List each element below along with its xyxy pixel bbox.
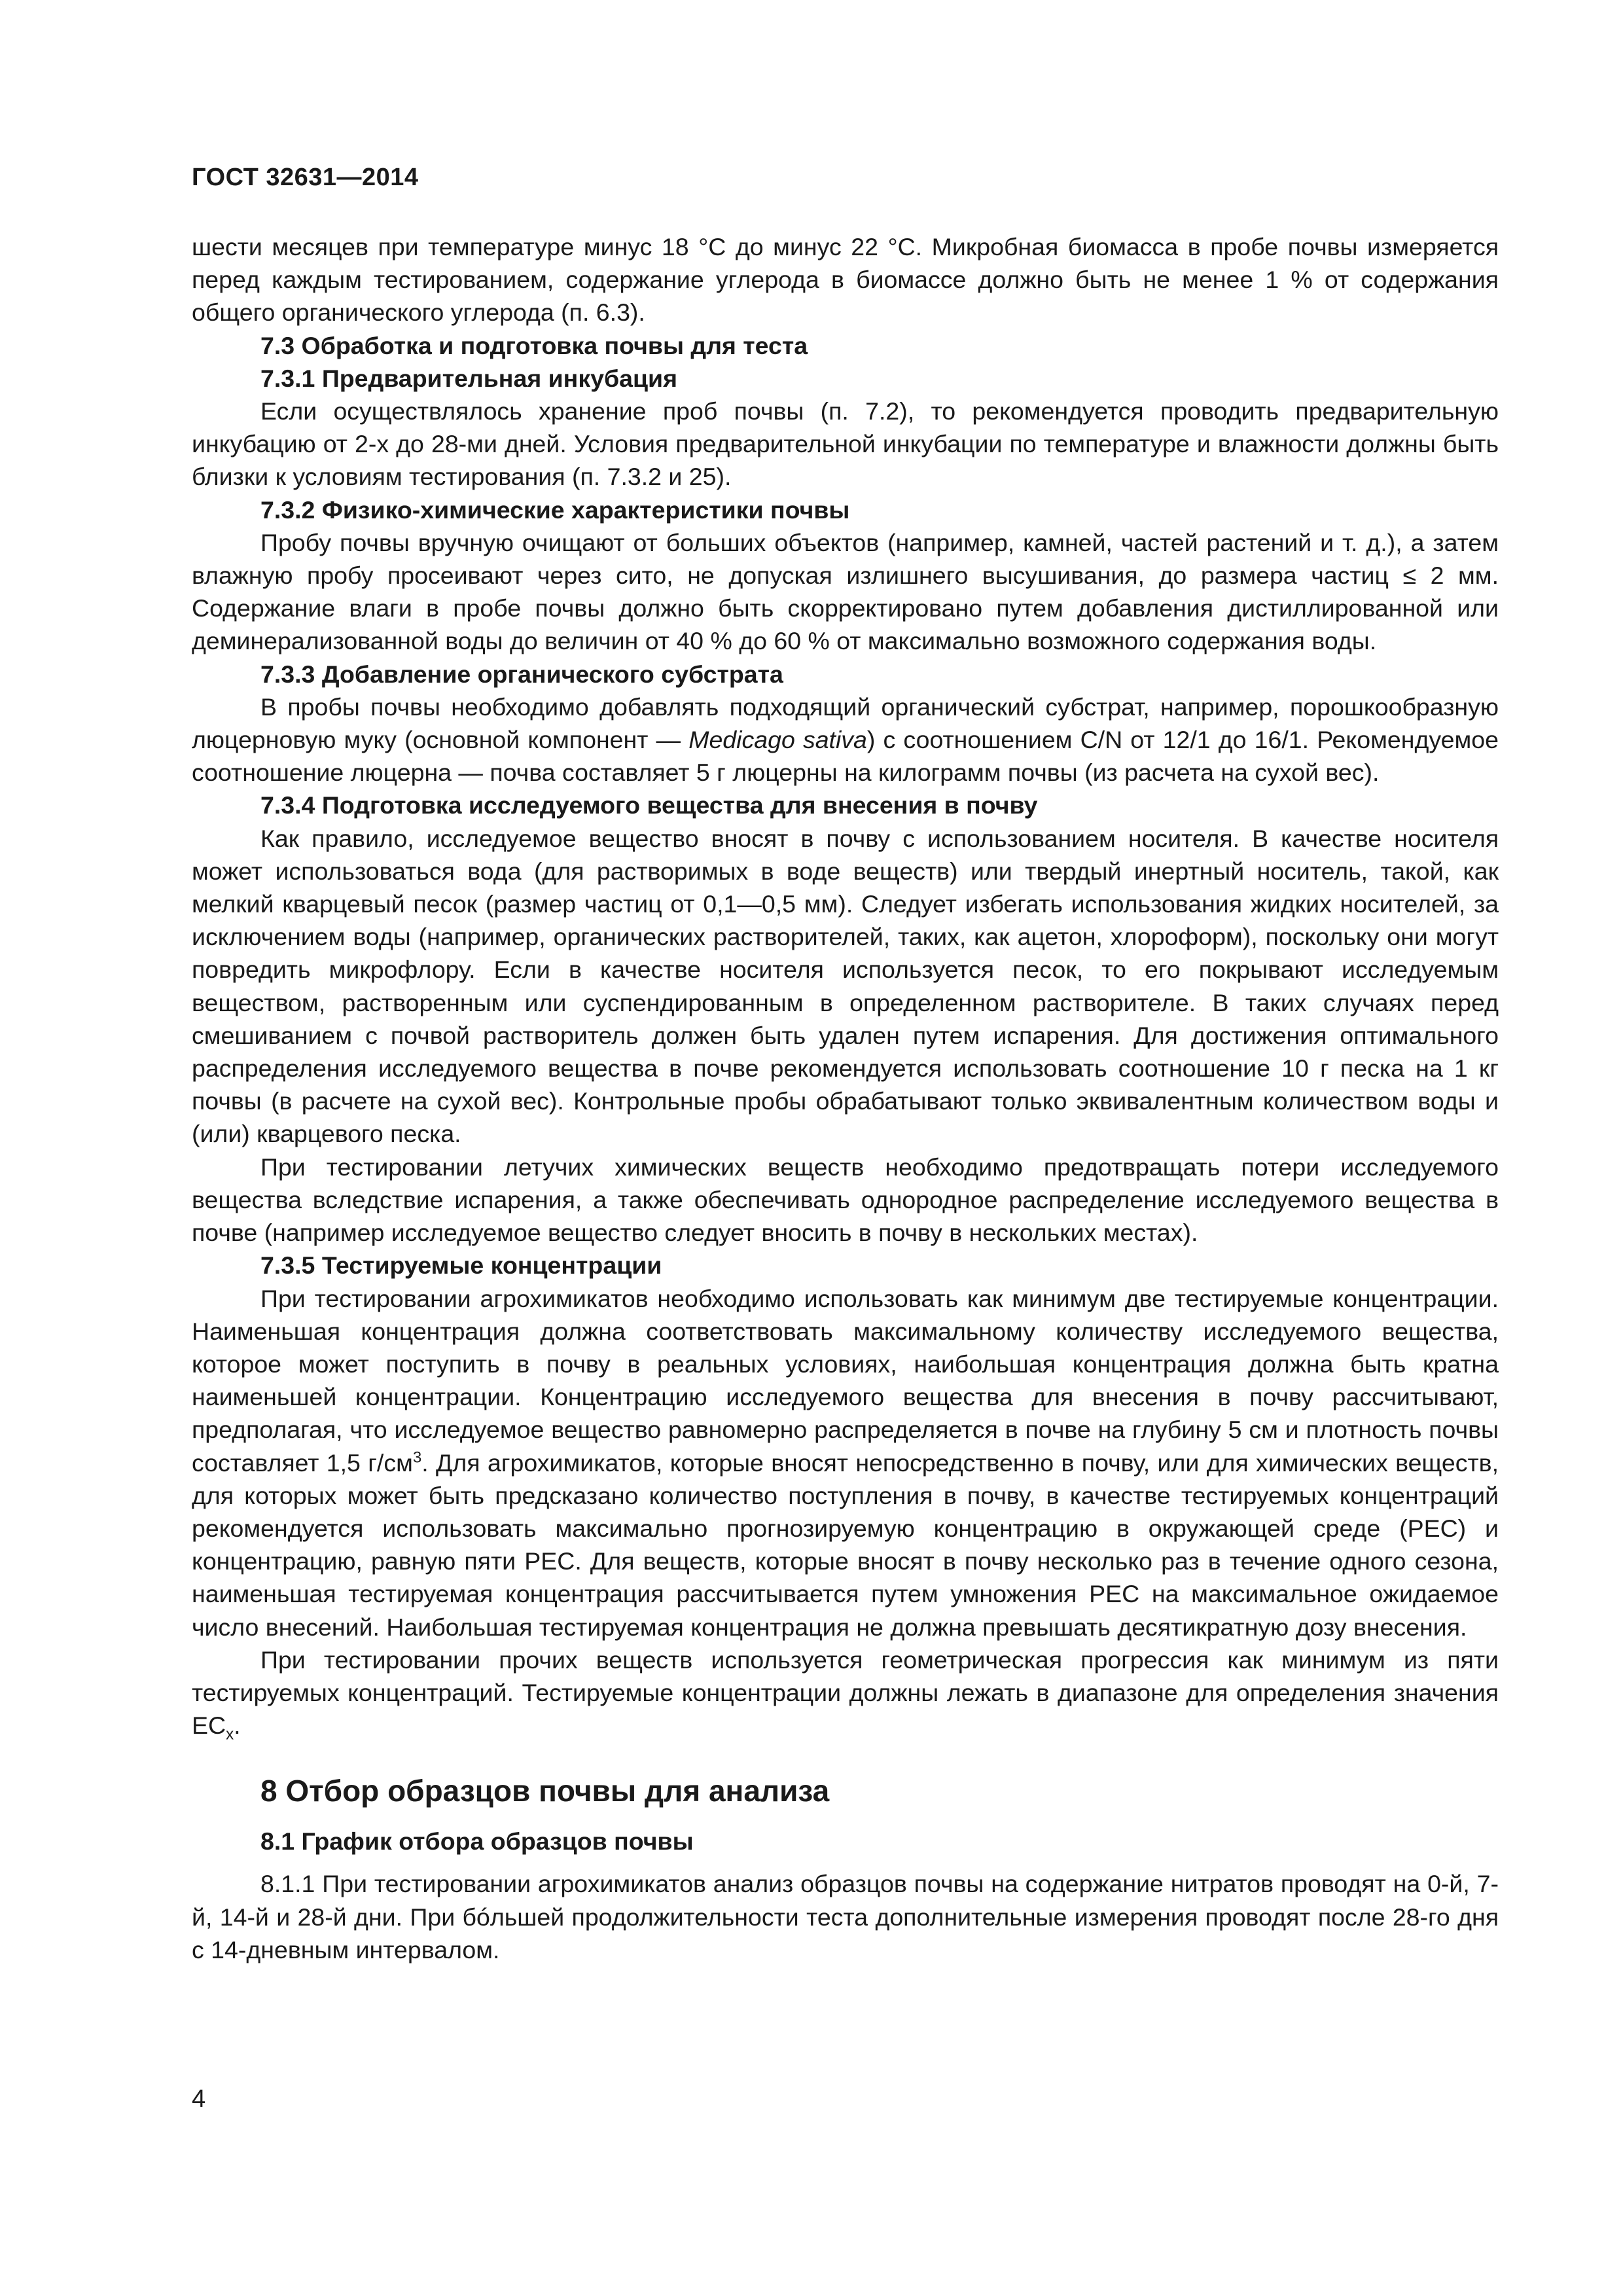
section-7-3-4-heading: 7.3.4 Подготовка исследуемого вещества для внесения в почву <box>260 791 1038 819</box>
section-7-3-3-text <box>192 691 1499 789</box>
text-part: При тестировании агрохимикатов необходимо использовать как минимум две тестируемые концентрации. Наименьшая концентрация должна соответствовать максимальному количеству исследуемого вещества, которое может поступить в почву в реальных условиях, наибольшая концентрация должна быть кратна наименьшей концентрации. Концентрацию исследуемого вещества для внесения в почву рассчитывают, предполагая, что исследуемое вещество равномерно распределяется в почве на глубину 5 см и плотность почвы составляет 1,5 г/см <box>192 1284 1499 1477</box>
species-name: Medicago sativa <box>688 726 867 754</box>
section-7-3-2-text: Пробу почвы вручную очищают от больших объектов (например, камней, частей растений и т. д.), а затем влажную пробу просеивают через сито, не допуская излишнего высушивания, до размера частиц ≤ 2 мм. Содержание влаги в пробе почвы должно быть скорректировано путем добавления дистиллированной или деминерализованной воды до величин от 40 % до 60 % от максимально возможного содержания воды. <box>192 528 1499 655</box>
text-part: . Для агрохимикатов, которые вносят непосредственно в почву, или для химических веществ, для которых может быть предсказано количество поступления в почву, в качестве тестируемых концентраций рекомендуется использовать максимально прогнозируемую концентрацию в окружающей среде (РЕС) и концентрацию, равную пяти РЕС. Для веществ, которые вносят в почву несколько раз в течение одного сезона, наименьшая тестируемая концентрация рассчитывается путем умножения РЕС на максимальное ожидаемое число внесений. Наибольшая тестируемая концентрация не должна превышать десятикратную дозу внесения. <box>192 1448 1499 1641</box>
section-8-heading: 8 Отбор образцов почвы для анализа <box>260 1774 830 1808</box>
section-7-3-1-text: Если осуществлялось хранение проб почвы (п. 7.2), то рекомендуется проводить предварительную инкубацию от 2-х до 28-ми дней. Условия предварительной инкубации по температуре и влажности должны быть близки к условиям тестирования (п. 7.3.2 и 25). <box>192 397 1499 491</box>
section-8-1-1-text: 8.1.1 При тестировании агрохимикатов анализ образцов почвы на содержание нитратов проводят на 0-й, 7-й, 14-й и 28-й дни. При бóльшей продолжительности теста дополнительные измерения проводят после 28-го дня с 14-дневным интервалом. <box>192 1870 1499 1964</box>
section-7-3-5-text-1 <box>192 1282 1499 1643</box>
document-body <box>192 230 1499 1966</box>
superscript: 3 <box>412 1448 422 1467</box>
text-part: . <box>234 1712 241 1740</box>
section-8-1-heading: 8.1 График отбора образцов почвы <box>260 1827 694 1856</box>
section-7-3-3-heading: 7.3.3 Добавление органического субстрата <box>260 660 783 688</box>
page-number: 4 <box>192 2085 206 2113</box>
subscript: x <box>226 1725 234 1744</box>
text-part: ) с соотношением C/N от 12/1 до 16/1. Рекомендуемое соотношение люцерна — почва составляет 5 г люцерны на килограмм почвы (из расчета на сухой вес). <box>192 726 1499 787</box>
intro-paragraph: шести месяцев при температуре минус 18 °С до минус 22 °С. Микробная биомасса в пробе почвы измеряется перед каждым тестированием, содержание углерода в биомассе должно быть не менее 1 % от содержания общего органического углерода (п. 6.3). <box>192 233 1499 327</box>
section-7-3-2-heading: 7.3.2 Физико-химические характеристики почвы <box>260 495 850 524</box>
section-7-3-5-text-2 <box>192 1643 1499 1742</box>
section-7-3-4-text-1: Как правило, исследуемое вещество вносят в почву с использованием носителя. В качестве носителя может использоваться вода (для растворимых в воде веществ) или твердый инертный носитель, такой, как мелкий кварцевый песок (размер частиц от 0,1—0,5 мм). Следует избегать использования жидких носителей, за исключением воды (например, органических растворителей, таких, как ацетон, хлороформ), поскольку они могут повредить микрофлору. Если в качестве носителя используется песок, то его покрывают исследуемым веществом, растворенным или суспендированным в определенном растворителе. В таких случаях перед смешиванием с почвой растворитель должен быть удален путем испарения. Для достижения оптимального распределения исследуемого вещества в почве рекомендуется использовать соотношение 10 г песка на 1 кг почвы (в расчете на сухой вес). Контрольные пробы обрабатывают только эквивалентным количеством воды и (или) кварцевого песка. <box>192 824 1499 1148</box>
section-7-3-4-text-2: При тестировании летучих химических веществ необходимо предотвращать потери исследуемого вещества вследствие испарения, а также обеспечивать однородное распределение исследуемого вещества в почве (например исследуемое вещество следует вносить в почву в нескольких местах). <box>192 1153 1499 1247</box>
section-7-3-1-heading: 7.3.1 Предварительная инкубация <box>260 364 677 392</box>
section-7-3-heading: 7.3 Обработка и подготовка почвы для теста <box>260 331 808 359</box>
text-part: При тестировании прочих веществ используется геометрическая прогрессия как минимум из пяти тестируемых концентраций. Тестируемые концентрации должны лежать в диапазоне для определения значения ЕС <box>192 1645 1499 1740</box>
text-part: В пробы почвы необходимо добавлять подходящий органический субстрат, например, порошкообразную люцерновую муку (основной компонент — <box>192 692 1499 754</box>
standard-header: ГОСТ 32631—2014 <box>192 164 419 191</box>
section-7-3-5-heading: 7.3.5 Тестируемые концентрации <box>260 1251 662 1280</box>
